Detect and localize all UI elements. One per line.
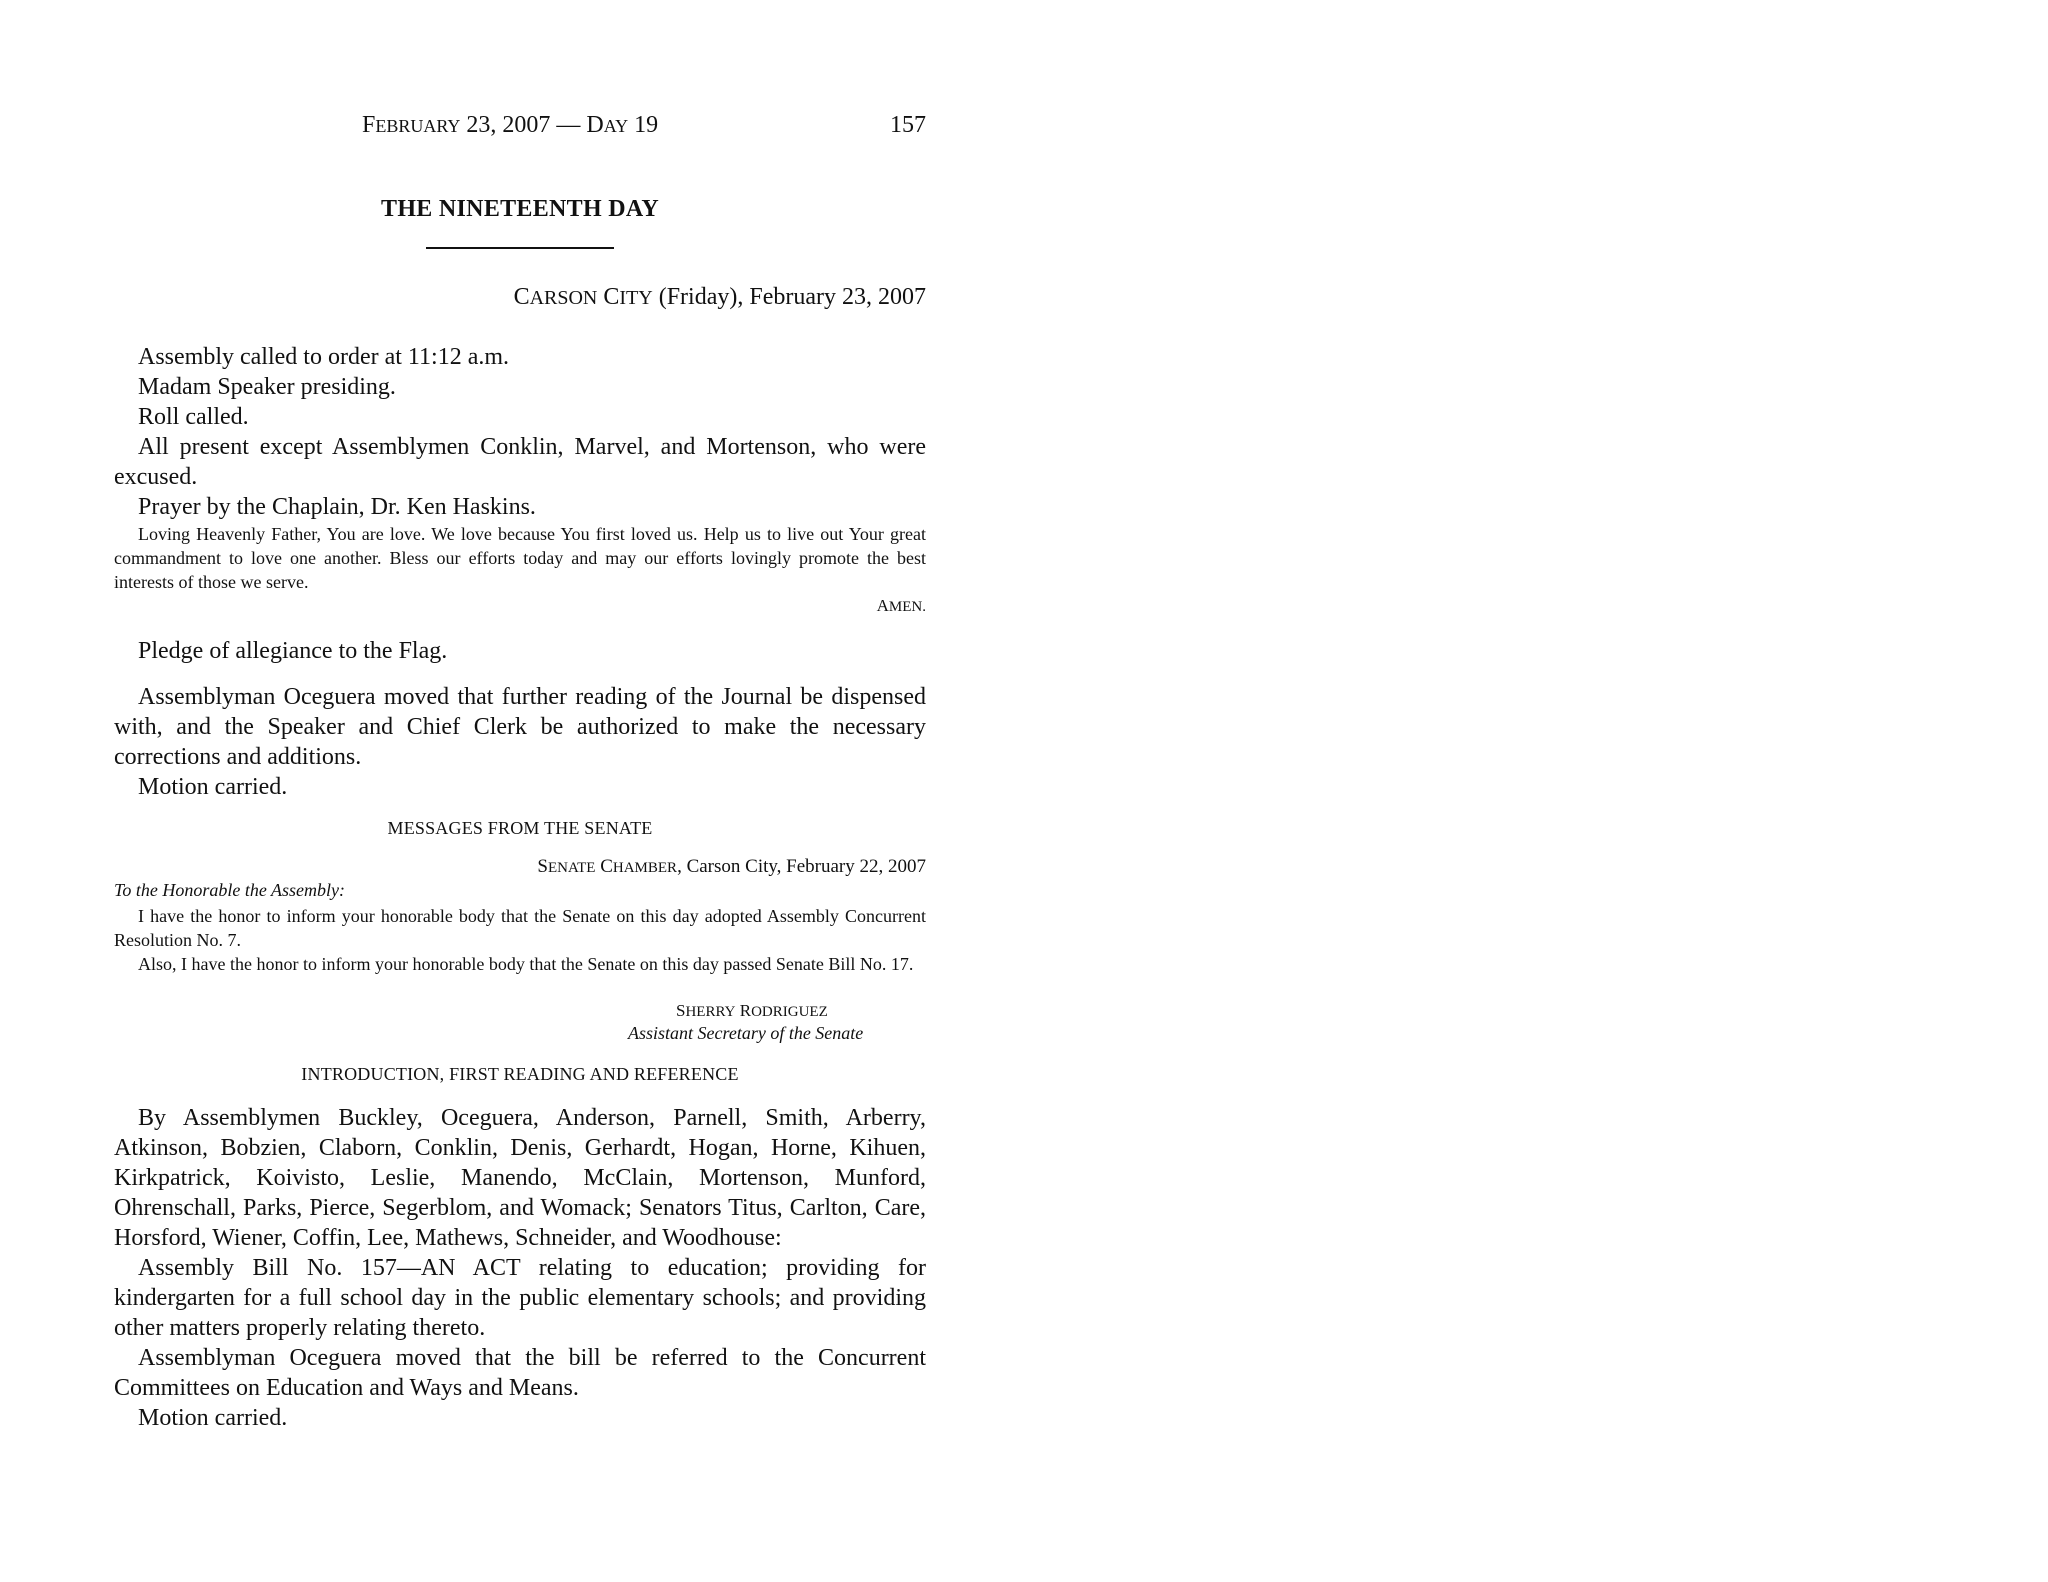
day-title: THE NINETEENTH DAY xyxy=(381,196,659,222)
salutation: To the Honorable the Assembly: xyxy=(114,880,345,900)
prayer-block xyxy=(114,522,926,594)
chamber-cap-1: S xyxy=(537,856,548,877)
dateline-small-caps-1: ARSON xyxy=(529,287,598,309)
date-middle: 23, 2007 — D xyxy=(460,112,604,138)
dateline xyxy=(514,284,926,311)
dateline-small-caps-2: ITY xyxy=(619,287,653,309)
senate-message-body xyxy=(114,904,926,976)
journal-motion-text: Assemblyman Oceguera moved that further reading of the Journal be dispensed with, and the Speaker and Chief Clerk be authorized to make the necessary corrections and additions. xyxy=(114,684,926,770)
amen-small-caps: MEN. xyxy=(888,599,926,615)
signer-small-caps-2: ODRIGUEZ xyxy=(751,1004,828,1020)
referral-result: Motion carried. xyxy=(138,1405,288,1431)
dateline-cap-2: C xyxy=(597,284,620,310)
senate-chamber-line xyxy=(537,856,926,878)
pledge-block xyxy=(114,636,926,666)
amen-line xyxy=(877,596,926,616)
running-head xyxy=(114,112,926,144)
bill-sponsors: By Assemblymen Buckley, Oceguera, Anderson, Parnell, Smith, Arberry, Atkinson, Bobzien, Claborn, Conklin, Denis, Gerhardt, Hogan, Horne, Kihuen, Kirkpatrick, Koivisto, Leslie, Manendo, McClain, Mortenson, Munford, Ohrenschall, Parks, Pierce, Segerblom, and Womack; Senators Titus, Carlton, Care, Horsford, Wiener, Coffin, Lee, Mathews, Schneider, and Woodhouse: xyxy=(114,1105,926,1251)
signer-cap-1: S xyxy=(676,1001,686,1020)
dateline-cap-1: C xyxy=(513,284,530,310)
dateline-rest: (Friday), February 23, 2007 xyxy=(652,284,926,310)
chamber-small-caps-2: HAMBER xyxy=(612,860,678,876)
page-number: 157 xyxy=(890,112,926,138)
call-to-order: Assembly called to order at 11:12 a.m. xyxy=(138,344,510,370)
chamber-cap-2: C xyxy=(595,856,613,877)
title-rule xyxy=(426,247,614,249)
attendance-note: All present except Assemblymen Conklin, Marvel, and Mortenson, who were excused. xyxy=(114,434,926,490)
signer-name xyxy=(676,1001,828,1021)
pledge-text: Pledge of allegiance to the Flag. xyxy=(138,638,448,664)
opening-proceedings xyxy=(114,342,926,522)
signer-small-caps-1: HERRY xyxy=(685,1004,736,1020)
message-paragraph: Also, I have the honor to inform your honorable body that the Senate on this day passed Senate Bill No. 17. xyxy=(138,954,914,974)
day-number: 19 xyxy=(628,112,659,138)
prayer-text: Loving Heavenly Father, You are love. We love because You first loved us. Help us to live out Your great commandment to love one another. Bless our efforts today and may our efforts lovingly promote the best interests of those we serve. xyxy=(114,524,926,592)
prayer-intro: Prayer by the Chaplain, Dr. Ken Haskins. xyxy=(138,494,536,520)
presiding-note: Madam Speaker presiding. xyxy=(138,374,396,400)
signer-cap-2: R xyxy=(735,1001,752,1020)
journal-page xyxy=(114,0,926,1582)
chamber-rest: , Carson City, February 22, 2007 xyxy=(677,856,926,877)
amen-cap: A xyxy=(876,596,889,615)
running-head-date xyxy=(362,112,658,139)
referral-motion: Assemblyman Oceguera moved that the bill be referred to the Concurrent Committees on Education and Ways and Means. xyxy=(114,1345,926,1401)
messages-heading: MESSAGES FROM THE SENATE xyxy=(387,818,653,838)
roll-called: Roll called. xyxy=(138,404,249,430)
message-paragraph: I have the honor to inform your honorable body that the Senate on this day adopted Assembly Concurrent Resolution No. 7. xyxy=(114,906,926,950)
chamber-small-caps-1: ENATE xyxy=(547,860,596,876)
journal-motion-result: Motion carried. xyxy=(138,774,288,800)
introduction-heading: INTRODUCTION, FIRST READING AND REFERENCE xyxy=(301,1064,739,1084)
bill-title: Assembly Bill No. 157—AN ACT relating to education; providing for kindergarten for a full school day in the public elementary schools; and providing other matters properly relating thereto. xyxy=(114,1255,926,1341)
day-small-caps: AY xyxy=(603,116,629,136)
date-initial: F xyxy=(362,112,376,138)
signer-title: Assistant Secretary of the Senate xyxy=(628,1023,864,1043)
introduction-block xyxy=(114,1103,926,1433)
journal-motion xyxy=(114,682,926,802)
date-small-caps: EBRUARY xyxy=(375,116,461,136)
